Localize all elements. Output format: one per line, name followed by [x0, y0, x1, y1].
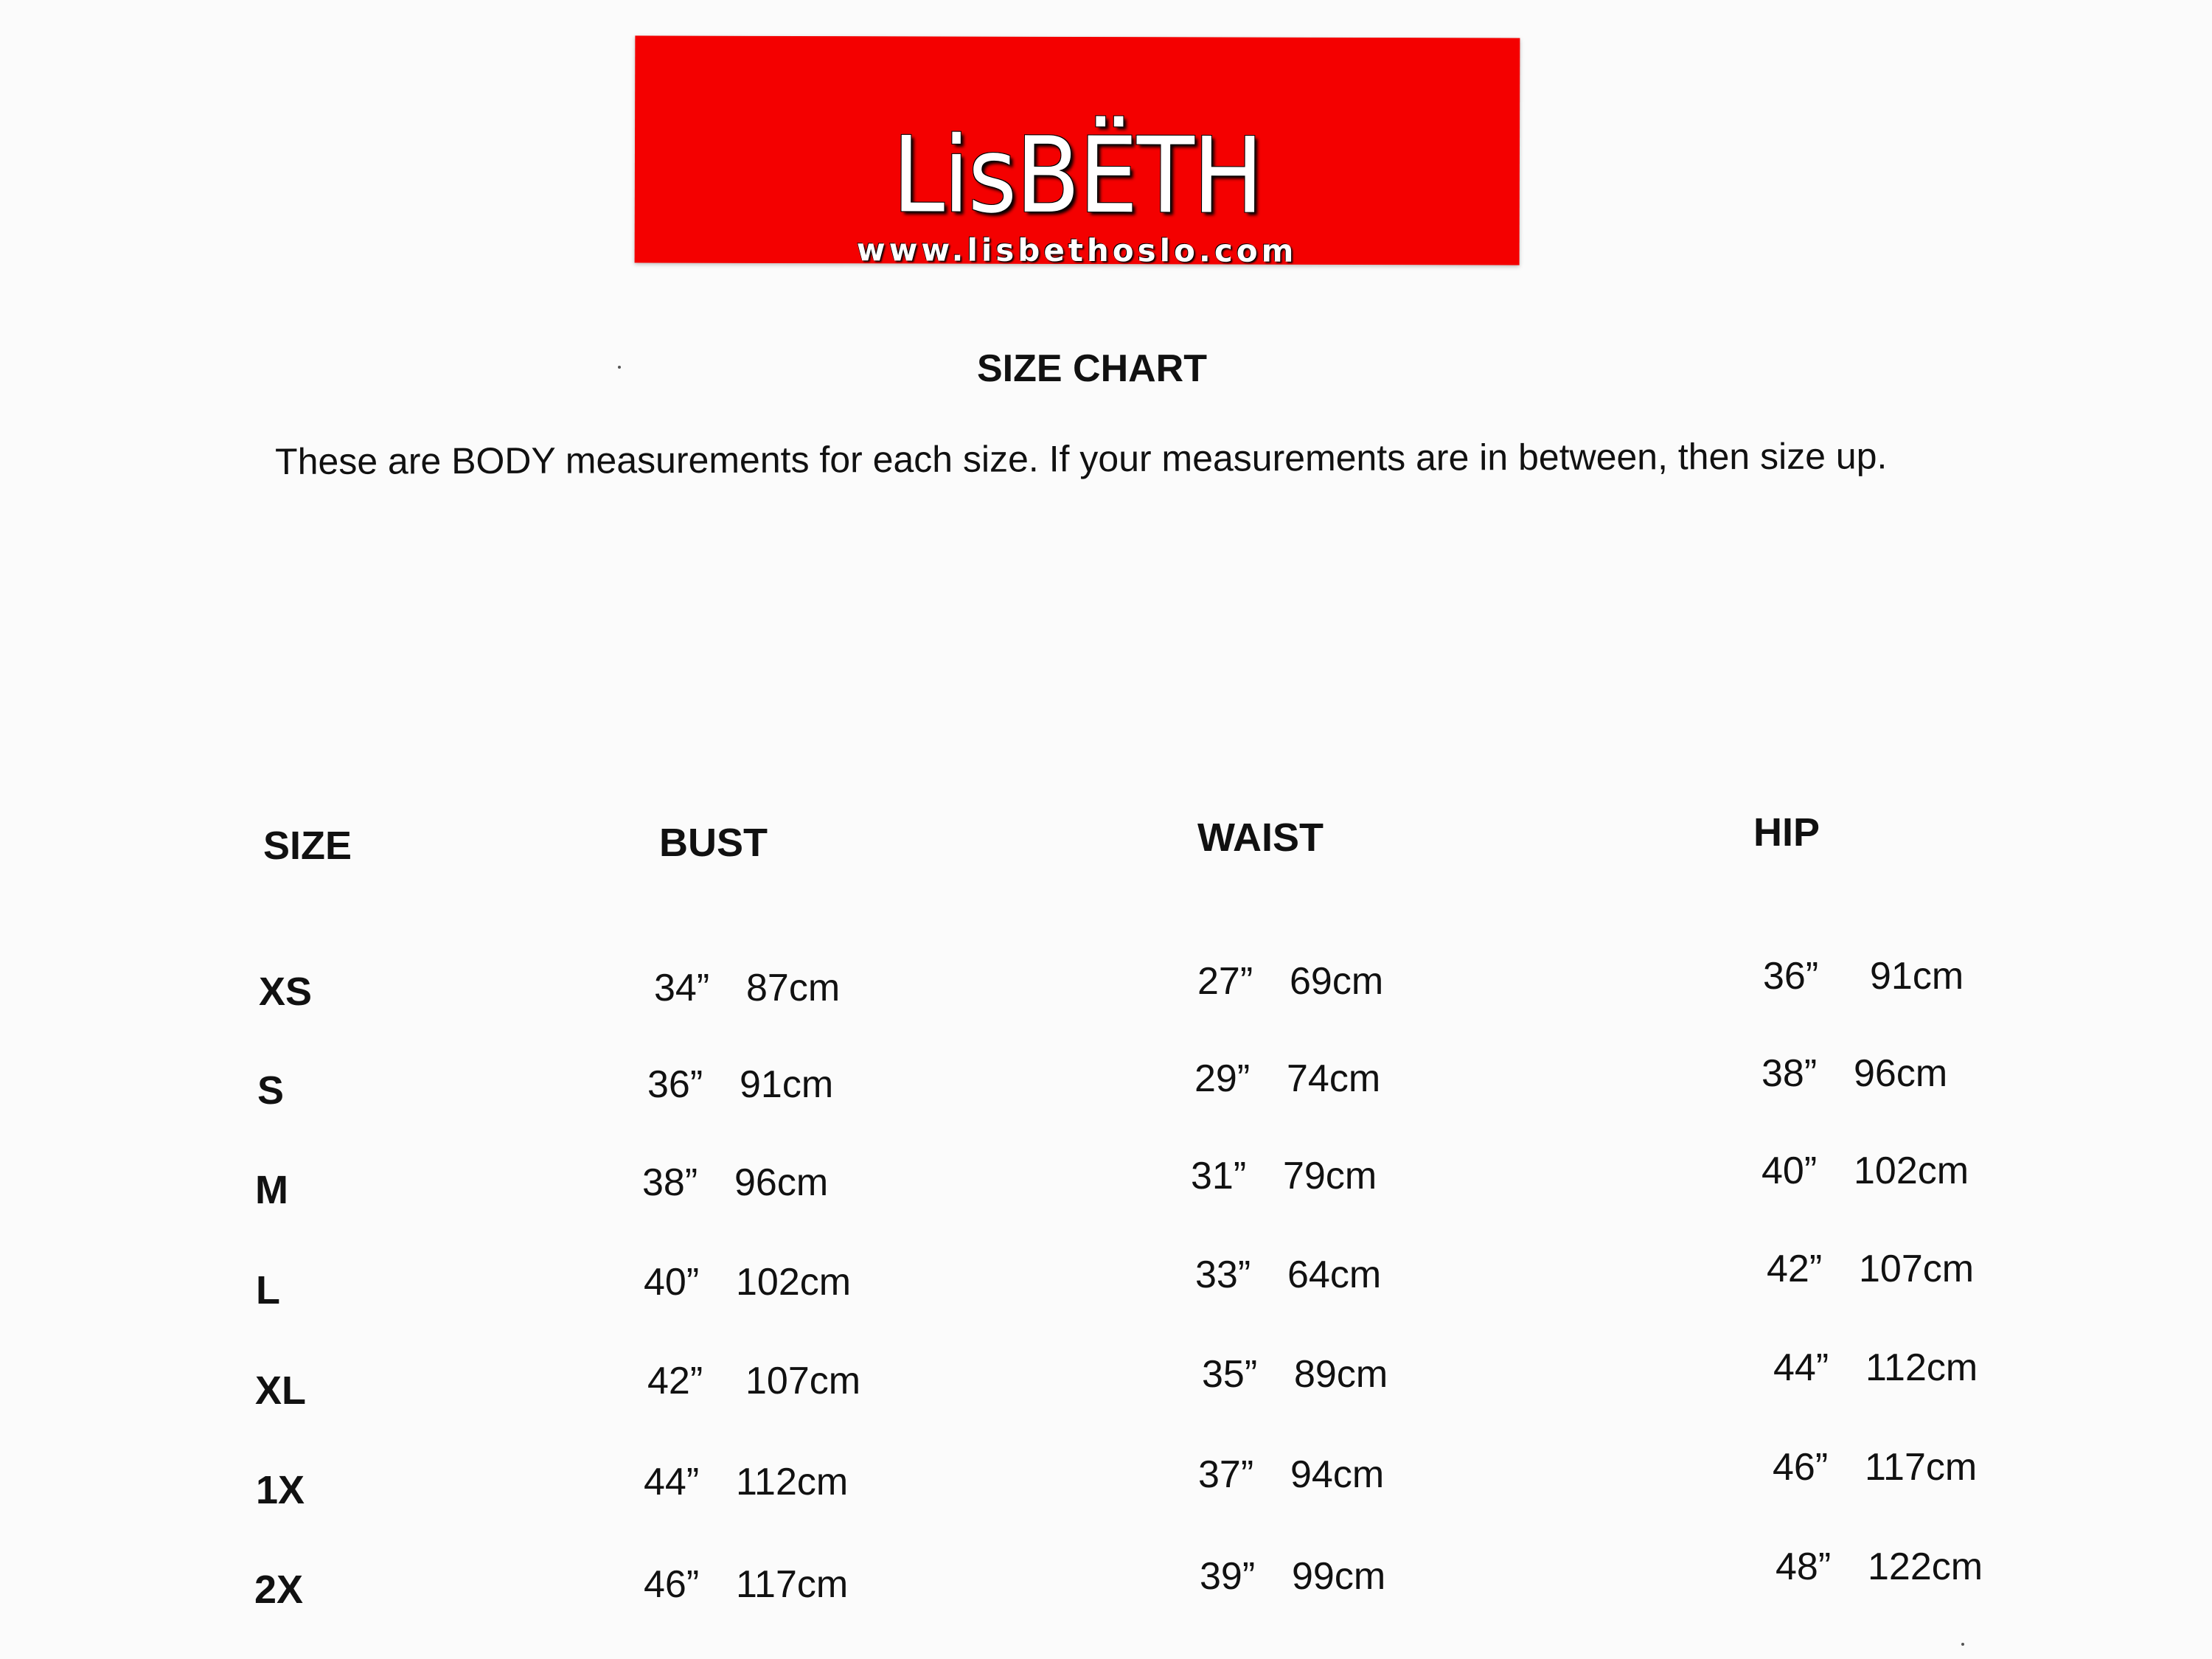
- website-url: www.lisbethoslo.com: [856, 232, 1298, 269]
- bust-cm: 117cm: [736, 1563, 849, 1606]
- size-label-l: L: [256, 1268, 280, 1312]
- hip-cm: 107cm: [1859, 1248, 1975, 1290]
- waist-cm: 99cm: [1292, 1555, 1386, 1598]
- bust-cm: 96cm: [734, 1161, 829, 1204]
- waist-cm: 69cm: [1290, 960, 1384, 1003]
- hip-inches: 38”: [1761, 1052, 1818, 1095]
- header-hip: HIP: [1753, 810, 1820, 855]
- waist-inches: 27”: [1197, 960, 1253, 1003]
- brand-logo-banner: [635, 35, 1520, 269]
- hip-cm: 91cm: [1870, 955, 1964, 998]
- waist-cell-s: [1194, 1057, 1380, 1101]
- waist-cell-xl: [1202, 1352, 1388, 1397]
- size-label-2x: 2X: [254, 1568, 304, 1612]
- size-label-m: M: [255, 1168, 288, 1212]
- waist-cell-m: [1191, 1154, 1377, 1198]
- page-title: SIZE CHART: [977, 347, 1207, 390]
- waist-inches: 35”: [1202, 1353, 1258, 1396]
- size-label-xl: XL: [255, 1368, 307, 1413]
- waist-cm: 79cm: [1283, 1155, 1377, 1197]
- bust-cm: 91cm: [740, 1063, 834, 1106]
- waist-cm: 64cm: [1287, 1253, 1382, 1296]
- waist-inches: 31”: [1191, 1155, 1247, 1197]
- hip-inches: 46”: [1773, 1446, 1829, 1489]
- intro-text: These are BODY measurements for each size. If your measurements are in between, then size up.: [275, 435, 1888, 482]
- hip-cell-s: [1761, 1051, 1947, 1096]
- bust-cell-m: [642, 1161, 828, 1205]
- bust-cm: 107cm: [745, 1360, 861, 1402]
- hip-cell-1x: [1773, 1445, 1977, 1489]
- header-bust: BUST: [659, 821, 768, 865]
- bust-cm: 102cm: [736, 1261, 852, 1304]
- bust-inches: 44”: [644, 1461, 700, 1503]
- bust-inches: 34”: [654, 967, 710, 1009]
- bust-cell-xs: [654, 966, 840, 1010]
- hip-cm: 112cm: [1865, 1346, 1978, 1389]
- hip-inches: 44”: [1773, 1346, 1829, 1389]
- hip-inches: 36”: [1763, 955, 1819, 998]
- hip-inches: 40”: [1761, 1150, 1818, 1192]
- waist-cell-l: [1195, 1253, 1381, 1297]
- hip-cell-2x: [1775, 1545, 1983, 1589]
- waist-inches: 37”: [1198, 1453, 1254, 1496]
- hip-cell-xs: [1763, 954, 1964, 998]
- bust-inches: 38”: [642, 1161, 698, 1204]
- hip-cell-l: [1767, 1247, 1974, 1291]
- waist-cell-xs: [1197, 959, 1383, 1004]
- header-waist: WAIST: [1197, 815, 1324, 860]
- waist-cm: 94cm: [1290, 1453, 1385, 1496]
- bust-inches: 42”: [647, 1360, 703, 1402]
- size-label-s: S: [257, 1068, 285, 1113]
- bust-cell-s: [647, 1062, 833, 1107]
- hip-cm: 122cm: [1868, 1545, 1983, 1588]
- hip-inches: 48”: [1775, 1545, 1832, 1588]
- hip-cm: 102cm: [1854, 1150, 1969, 1192]
- waist-inches: 29”: [1194, 1057, 1251, 1100]
- bust-cell-xl: [647, 1359, 860, 1403]
- hip-inches: 42”: [1767, 1248, 1823, 1290]
- bust-inches: 46”: [644, 1563, 700, 1606]
- waist-cell-2x: [1200, 1554, 1385, 1599]
- bust-inches: 36”: [647, 1063, 703, 1106]
- hip-cell-xl: [1773, 1346, 1978, 1390]
- size-label-xs: XS: [259, 970, 313, 1014]
- bust-cm: 87cm: [746, 967, 841, 1009]
- hip-cell-m: [1761, 1149, 1969, 1193]
- paper-speck: [1961, 1643, 1964, 1646]
- size-label-1x: 1X: [256, 1468, 305, 1512]
- header-size: SIZE: [263, 824, 352, 868]
- brand-logo: LisBËTH: [891, 114, 1262, 237]
- waist-inches: 39”: [1200, 1555, 1256, 1598]
- waist-cell-1x: [1198, 1453, 1384, 1497]
- waist-inches: 33”: [1195, 1253, 1251, 1296]
- waist-cm: 74cm: [1287, 1057, 1381, 1100]
- hip-cm: 96cm: [1854, 1052, 1948, 1095]
- bust-cm: 112cm: [736, 1461, 849, 1503]
- bust-cell-2x: [644, 1562, 848, 1607]
- waist-cm: 89cm: [1294, 1353, 1388, 1396]
- bust-cell-1x: [644, 1460, 848, 1504]
- hip-cm: 117cm: [1865, 1446, 1978, 1489]
- bust-cell-l: [644, 1260, 851, 1304]
- bust-inches: 40”: [644, 1261, 700, 1304]
